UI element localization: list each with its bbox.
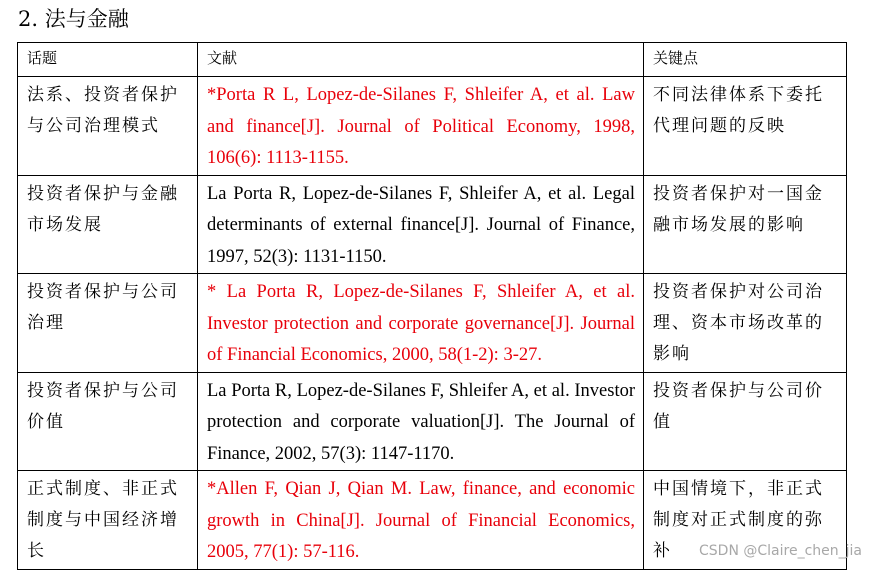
table-header-row bbox=[18, 43, 847, 77]
table-row bbox=[18, 274, 847, 373]
topic-cell: 投资者保护与公司治理 bbox=[18, 274, 198, 373]
key-point-cell: 中国情境下，非正式制度对正式制度的弥补 bbox=[644, 471, 847, 570]
table-row bbox=[18, 372, 847, 471]
reference-cell: La Porta R, Lopez‐de‐Silanes F, Shleifer A, et al. Investor protection and corporate valuation[J]. The Journal of Finance, 2002, 57(3): 1147-1170. bbox=[198, 372, 644, 471]
header-reference: 文献 bbox=[198, 43, 644, 77]
key-point-cell: 不同法律体系下委托代理问题的反映 bbox=[644, 77, 847, 176]
literature-table bbox=[17, 42, 847, 570]
section-heading: 2. 法与金融 bbox=[18, 7, 129, 31]
table-row bbox=[18, 175, 847, 274]
header-topic: 话题 bbox=[18, 43, 198, 77]
topic-cell: 正式制度、非正式制度与中国经济增长 bbox=[18, 471, 198, 570]
topic-cell: 法系、投资者保护与公司治理模式 bbox=[18, 77, 198, 176]
topic-cell: 投资者保护与金融市场发展 bbox=[18, 175, 198, 274]
watermark: CSDN @Claire_chen_jia bbox=[699, 543, 862, 559]
key-point-cell: 投资者保护对一国金融市场发展的影响 bbox=[644, 175, 847, 274]
header-key-point: 关键点 bbox=[644, 43, 847, 77]
reference-cell: * La Porta R, Lopez-de-Silanes F, Shleifer A, et al. Investor protection and corporate governance[J]. Journal of Financial Economics, 2000, 58(1-2): 3-27. bbox=[198, 274, 644, 373]
reference-cell: La Porta R, Lopez‐de‐Silanes F, Shleifer A, et al. Legal determinants of external finance[J]. Journal of Finance, 1997, 52(3): 1131-1150. bbox=[198, 175, 644, 274]
key-point-cell: 投资者保护与公司价值 bbox=[644, 372, 847, 471]
reference-cell: *Porta R L, Lopez-de-Silanes F, Shleifer A, et al. Law and finance[J]. Journal of Political Economy, 1998, 106(6): 1113-1155. bbox=[198, 77, 644, 176]
key-point-cell: 投资者保护对公司治理、资本市场改革的影响 bbox=[644, 274, 847, 373]
table-row bbox=[18, 77, 847, 176]
topic-cell: 投资者保护与公司价值 bbox=[18, 372, 198, 471]
reference-cell: *Allen F, Qian J, Qian M. Law, finance, and economic growth in China[J]. Journal of Financial Economics, 2005, 77(1): 57-116. bbox=[198, 471, 644, 570]
